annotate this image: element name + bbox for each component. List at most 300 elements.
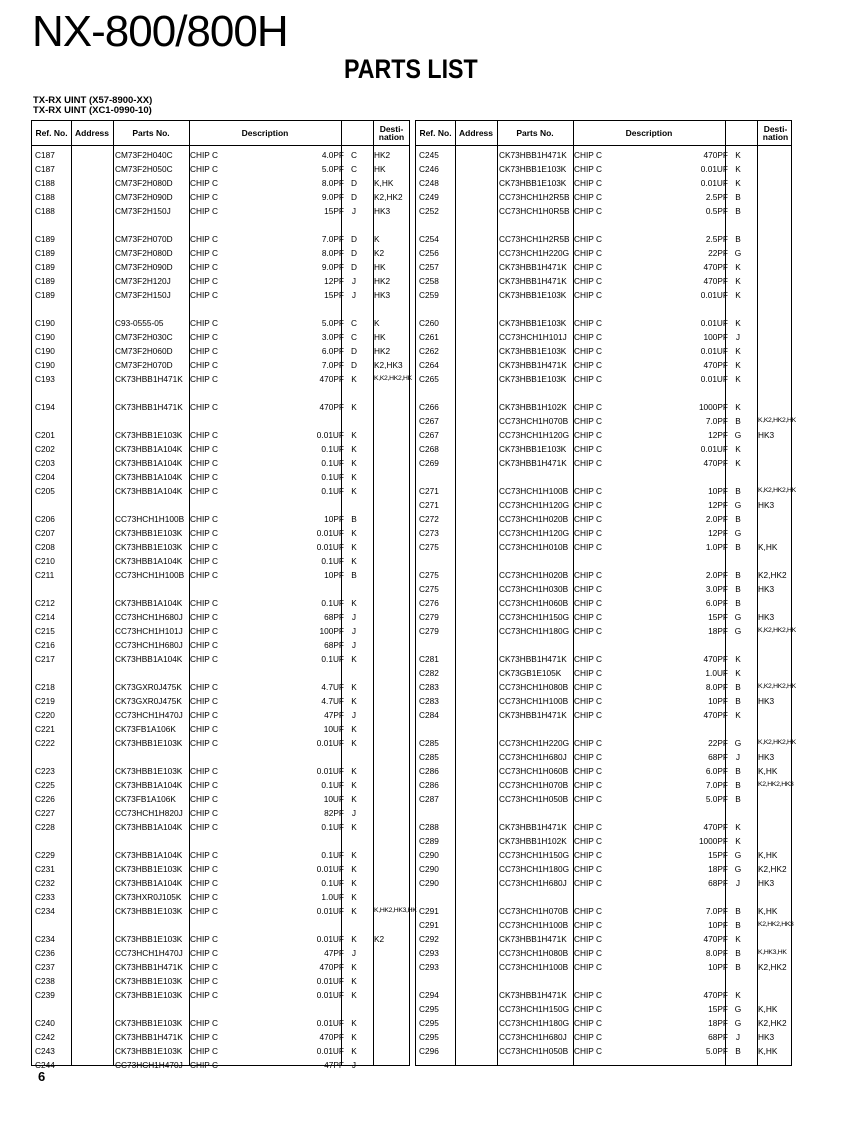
destination-cell: HK [374, 164, 386, 174]
tolerance-cell: K [351, 976, 357, 986]
parts-no-cell: CK73HBB1E103K [499, 178, 567, 188]
tolerance-cell: J [351, 626, 357, 636]
ref-no-cell: C282 [419, 668, 439, 678]
parts-no-cell: CK73HBB1H471K [499, 654, 567, 664]
parts-no-cell: CM73F2H090D [115, 192, 173, 202]
tolerance-cell: B [735, 486, 741, 496]
description-cell: CHIP C [190, 794, 218, 804]
description-cell: CHIP C [190, 654, 218, 664]
description-cell: CHIP C [574, 710, 602, 720]
description-cell: CHIP C [574, 906, 602, 916]
description-cell: CHIP C [190, 444, 218, 454]
destination-cell: HK [374, 262, 386, 272]
tolerance-cell: K [351, 906, 357, 916]
tolerance-cell: K [351, 528, 357, 538]
table-row [32, 778, 409, 792]
description-cell: CHIP C [190, 458, 218, 468]
parts-no-cell: CC73HCH1H2R5B [499, 192, 570, 202]
tolerance-cell: K [351, 990, 357, 1000]
parts-no-cell: CM73F2H040C [115, 150, 173, 160]
parts-no-cell: CM73F2H120J [115, 276, 171, 286]
description-cell: CHIP C [574, 752, 602, 762]
destination-cell: HK3 [758, 878, 775, 888]
table-row [416, 456, 791, 470]
destination-cell: K,HK [758, 906, 778, 916]
ref-no-cell: C295 [419, 1004, 439, 1014]
tolerance-cell: C [351, 164, 357, 174]
table-row [416, 512, 791, 526]
table-row [32, 610, 409, 624]
tolerance-cell: G [734, 864, 742, 874]
table-row [416, 904, 791, 918]
value-cell: 22PF [708, 248, 728, 258]
description-cell: CHIP C [574, 668, 602, 678]
tolerance-cell: G [734, 612, 742, 622]
table-row [416, 232, 791, 246]
parts-no-cell: CC73HCH1H680J [499, 1032, 567, 1042]
tolerance-cell: G [734, 1018, 742, 1028]
value-cell: 10UF [323, 794, 344, 804]
destination-cell: K2,HK2,HK3 [758, 781, 794, 788]
model-title: NX-800/800H [32, 7, 288, 56]
value-cell: 47PF [324, 1060, 344, 1070]
table-row [416, 246, 791, 260]
value-cell: 9.0PF [321, 192, 344, 202]
table-row [32, 1016, 409, 1030]
ref-no-cell: C258 [419, 276, 439, 286]
tolerance-cell: J [735, 1032, 741, 1042]
table-row [416, 680, 796, 694]
ref-no-cell: C275 [419, 584, 439, 594]
tolerance-cell: D [351, 346, 357, 356]
description-cell: CHIP C [190, 696, 218, 706]
value-cell: 0.1UF [321, 598, 344, 608]
tolerance-cell: B [735, 920, 741, 930]
description-cell: CHIP C [574, 584, 602, 594]
parts-no-cell: CC73HCH1H070B [499, 416, 569, 426]
parts-no-cell: CK73HBB1H471K [499, 360, 567, 370]
value-cell: 5.0PF [321, 164, 344, 174]
right-header-address: Address [458, 128, 493, 138]
tolerance-cell: K [735, 318, 741, 328]
ref-no-cell: C294 [419, 990, 439, 1000]
value-cell: 8.0PF [321, 178, 344, 188]
table-row [416, 162, 791, 176]
value-cell: 47PF [324, 948, 344, 958]
tolerance-cell: K [351, 654, 357, 664]
parts-no-cell: CK73GXR0J475K [115, 696, 182, 706]
description-cell: CHIP C [190, 514, 218, 524]
parts-no-cell: CC73HCH1H050B [499, 1046, 569, 1056]
ref-no-cell: C208 [35, 542, 55, 552]
destination-cell: HK2 [374, 276, 391, 286]
description-cell: CHIP C [574, 1032, 602, 1042]
table-row [32, 470, 409, 484]
table-row [32, 624, 409, 638]
left-header-destination: Desti- nation [378, 124, 405, 142]
description-cell: CHIP C [190, 318, 218, 328]
destination-cell: HK3 [758, 1032, 775, 1042]
description-cell: CHIP C [574, 864, 602, 874]
description-cell: CHIP C [574, 682, 602, 692]
left-header-ref-no: Ref. No. [35, 128, 68, 138]
value-cell: 82PF [324, 808, 344, 818]
tolerance-cell: K [735, 374, 741, 384]
ref-no-cell: C234 [35, 934, 55, 944]
ref-no-cell: C220 [35, 710, 55, 720]
table-row [32, 596, 409, 610]
table-row [32, 652, 409, 666]
description-cell: CHIP C [574, 262, 602, 272]
parts-no-cell: CK73HBB1H102K [499, 402, 567, 412]
table-row [416, 260, 791, 274]
tolerance-cell: J [351, 276, 357, 286]
value-cell: 0.1UF [321, 822, 344, 832]
ref-no-cell: C215 [35, 626, 55, 636]
destination-cell: K2,HK3 [374, 360, 403, 370]
description-cell: CHIP C [574, 178, 602, 188]
destination-cell: K [374, 234, 380, 244]
description-cell: CHIP C [574, 416, 602, 426]
parts-no-cell: CK73HBB1A104K [115, 878, 183, 888]
ref-no-cell: C222 [35, 738, 55, 748]
value-cell: 0.1UF [321, 850, 344, 860]
description-cell: CHIP C [574, 962, 602, 972]
parts-no-cell: CC73HCH1H0R5B [499, 206, 570, 216]
description-cell: CHIP C [574, 878, 602, 888]
ref-no-cell: C268 [419, 444, 439, 454]
ref-no-cell: C291 [419, 920, 439, 930]
description-cell: CHIP C [190, 164, 218, 174]
parts-no-cell: CK73FB1A106K [115, 724, 176, 734]
ref-no-cell: C207 [35, 528, 55, 538]
description-cell: CHIP C [190, 1018, 218, 1028]
value-cell: 15PF [324, 206, 344, 216]
value-cell: 8.0PF [321, 248, 344, 258]
table-row [32, 176, 409, 190]
description-cell: CHIP C [190, 864, 218, 874]
description-cell: CHIP C [190, 332, 218, 342]
value-cell: 7.0PF [705, 780, 728, 790]
description-cell: CHIP C [190, 976, 218, 986]
tolerance-cell: K [351, 430, 357, 440]
ref-no-cell: C242 [35, 1032, 55, 1042]
tolerance-cell: K [351, 738, 357, 748]
ref-no-cell: C205 [35, 486, 55, 496]
ref-no-cell: C292 [419, 934, 439, 944]
parts-no-cell: CK73HBB1H471K [499, 458, 567, 468]
value-cell: 3.0PF [705, 584, 728, 594]
value-cell: 470PF [319, 962, 344, 972]
destination-cell: HK3 [374, 290, 391, 300]
destination-cell: K,K2,HK2,HK [758, 627, 796, 634]
table-row [32, 764, 409, 778]
destination-cell: K,K2,HK2,HK [374, 375, 412, 382]
tolerance-cell: K [351, 402, 357, 412]
unit-line-2: TX-RX UINT (XC1-0990-10) [33, 105, 152, 116]
destination-cell: K2,HK2 [758, 570, 787, 580]
description-cell: CHIP C [574, 486, 602, 496]
destination-cell: HK3 [758, 612, 775, 622]
ref-no-cell: C237 [35, 962, 55, 972]
ref-no-cell: C214 [35, 612, 55, 622]
ref-no-cell: C296 [419, 1046, 439, 1056]
tolerance-cell: K [351, 892, 357, 902]
tolerance-cell: J [351, 808, 357, 818]
parts-no-cell: CC73HCH1H120G [499, 528, 570, 538]
tolerance-cell: K [351, 542, 357, 552]
tolerance-cell: K [735, 458, 741, 468]
table-row [416, 932, 791, 946]
tolerance-cell: B [735, 962, 741, 972]
parts-no-cell: CK73HBB1E103K [115, 990, 183, 1000]
parts-no-cell: CC73HCH1H680J [115, 612, 183, 622]
parts-no-cell: CM73F2H050C [115, 164, 173, 174]
ref-no-cell: C291 [419, 906, 439, 916]
description-cell: CHIP C [574, 696, 602, 706]
value-cell: 0.01UF [316, 528, 344, 538]
ref-no-cell: C252 [419, 206, 439, 216]
ref-no-cell: C225 [35, 780, 55, 790]
parts-no-cell: CC73HCH1H100B [115, 570, 185, 580]
ref-no-cell: C290 [419, 864, 439, 874]
table-row [32, 708, 409, 722]
description-cell: CHIP C [574, 150, 602, 160]
description-cell: CHIP C [574, 780, 602, 790]
destination-cell: K,K2,HK2,HK [758, 417, 796, 424]
table-row [416, 176, 791, 190]
table-row [416, 204, 791, 218]
ref-no-cell: C201 [35, 430, 55, 440]
parts-no-cell: CK73HBB1H471K [499, 710, 567, 720]
parts-no-cell: CK73HBB1A104K [115, 472, 183, 482]
tolerance-cell: J [735, 878, 741, 888]
ref-no-cell: C271 [419, 486, 439, 496]
value-cell: 470PF [703, 262, 728, 272]
ref-no-cell: C260 [419, 318, 439, 328]
parts-no-cell: CK73HBB1A104K [115, 780, 183, 790]
tolerance-cell: K [735, 822, 741, 832]
parts-no-cell: CC73HCH1H2R5B [499, 234, 570, 244]
description-cell: CHIP C [190, 486, 218, 496]
parts-no-cell: CK73GXR0J475K [115, 682, 182, 692]
destination-cell: K2,HK2 [758, 1018, 787, 1028]
tolerance-cell: K [351, 696, 357, 706]
table-row [32, 876, 409, 890]
destination-cell: K,HK [758, 850, 778, 860]
value-cell: 0.01UF [316, 430, 344, 440]
table-row [32, 372, 412, 386]
parts-no-cell: CC73HCH1H010B [499, 542, 569, 552]
tolerance-cell: G [734, 528, 742, 538]
parts-no-cell: CK73HBB1A104K [115, 556, 183, 566]
ref-no-cell: C285 [419, 752, 439, 762]
table-row [32, 540, 409, 554]
value-cell: 6.0PF [705, 766, 728, 776]
ref-no-cell: C238 [35, 976, 55, 986]
description-cell: CHIP C [574, 990, 602, 1000]
ref-no-cell: C261 [419, 332, 439, 342]
destination-cell: HK [374, 332, 386, 342]
description-cell: CHIP C [574, 402, 602, 412]
parts-no-cell: CK73HBB1A104K [115, 822, 183, 832]
description-cell: CHIP C [190, 682, 218, 692]
parts-table-left [31, 120, 417, 1070]
tolerance-cell: D [351, 248, 357, 258]
value-cell: 10PF [708, 920, 728, 930]
value-cell: 1000PF [698, 402, 728, 412]
parts-no-cell: CM73F2H030C [115, 332, 173, 342]
parts-no-cell: CC73HCH1H060B [499, 598, 569, 608]
description-cell: CHIP C [574, 430, 602, 440]
parts-no-cell: CC73HCH1H060B [499, 766, 569, 776]
tolerance-cell: K [351, 780, 357, 790]
destination-cell: HK2 [374, 346, 391, 356]
table-row [32, 442, 409, 456]
ref-no-cell: C254 [419, 234, 439, 244]
value-cell: 470PF [703, 822, 728, 832]
value-cell: 68PF [708, 1032, 728, 1042]
parts-no-cell: CC73HCH1H100B [115, 514, 185, 524]
tolerance-cell: K [351, 822, 357, 832]
ref-no-cell: C194 [35, 402, 55, 412]
destination-cell: K,K2,HK2,HK [758, 683, 796, 690]
tolerance-cell: G [734, 850, 742, 860]
value-cell: 470PF [703, 710, 728, 720]
value-cell: 1.0PF [705, 542, 728, 552]
description-cell: CHIP C [574, 794, 602, 804]
destination-cell: K2,HK2 [758, 864, 787, 874]
description-cell: CHIP C [574, 346, 602, 356]
tolerance-cell: B [735, 598, 741, 608]
parts-no-cell: CK73HBB1E103K [499, 444, 567, 454]
value-cell: 470PF [703, 458, 728, 468]
parts-no-cell: CM73F2H080D [115, 178, 173, 188]
ref-no-cell: C206 [35, 514, 55, 524]
tolerance-cell: K [735, 360, 741, 370]
ref-no-cell: C189 [35, 262, 55, 272]
parts-no-cell: CC73HCH1H020B [499, 514, 569, 524]
table-row [32, 904, 417, 918]
table-row [416, 428, 791, 442]
tolerance-cell: B [735, 192, 741, 202]
description-cell: CHIP C [574, 164, 602, 174]
ref-no-cell: C293 [419, 948, 439, 958]
tolerance-cell: B [735, 416, 741, 426]
value-cell: 12PF [708, 528, 728, 538]
ref-no-cell: C267 [419, 416, 439, 426]
parts-no-cell: CM73F2H150J [115, 290, 171, 300]
table-row [32, 1044, 409, 1058]
value-cell: 12PF [324, 276, 344, 286]
tolerance-cell: K [735, 262, 741, 272]
table-row [416, 960, 791, 974]
table-row [416, 834, 791, 848]
description-cell: CHIP C [190, 906, 218, 916]
parts-no-cell: CC73HCH1H050B [499, 794, 569, 804]
table-row [416, 596, 791, 610]
tolerance-cell: B [735, 948, 741, 958]
destination-cell: K2,HK2,HK3 [758, 921, 794, 928]
table-row [32, 344, 409, 358]
ref-no-cell: C227 [35, 808, 55, 818]
table-row [416, 288, 791, 302]
destination-cell: K,K2,HK2,HK [758, 739, 796, 746]
value-cell: 6.0PF [321, 346, 344, 356]
destination-cell: HK3 [374, 206, 391, 216]
right-header-description: Description [625, 128, 673, 138]
value-cell: 7.0PF [321, 234, 344, 244]
value-cell: 0.01UF [700, 374, 728, 384]
value-cell: 18PF [708, 626, 728, 636]
description-cell: CHIP C [190, 1032, 218, 1042]
value-cell: 0.01UF [316, 864, 344, 874]
parts-no-cell: CC73HCH1H070B [499, 780, 569, 790]
parts-no-cell: CK73HBB1H471K [115, 1032, 183, 1042]
description-cell: CHIP C [190, 346, 218, 356]
ref-no-cell: C287 [419, 794, 439, 804]
description-cell: CHIP C [190, 934, 218, 944]
parts-no-cell: CK73HBB1E103K [115, 766, 183, 776]
table-row [416, 1044, 791, 1058]
value-cell: 7.0PF [705, 906, 728, 916]
ref-no-cell: C248 [419, 178, 439, 188]
ref-no-cell: C244 [35, 1060, 55, 1070]
parts-no-cell: CK73HBB1A104K [115, 444, 183, 454]
ref-no-cell: C279 [419, 612, 439, 622]
parts-no-cell: CK73HBB1H471K [115, 962, 183, 972]
description-cell: CHIP C [190, 990, 218, 1000]
value-cell: 10PF [324, 514, 344, 524]
left-header-description: Description [241, 128, 289, 138]
table-row [32, 358, 409, 372]
description-cell: CHIP C [574, 1046, 602, 1056]
ref-no-cell: C218 [35, 682, 55, 692]
parts-no-cell: CC73HCH1H180G [499, 626, 570, 636]
ref-no-cell: C249 [419, 192, 439, 202]
table-row [32, 736, 409, 750]
ref-no-cell: C290 [419, 878, 439, 888]
parts-no-cell: CK73HBB1H471K [499, 934, 567, 944]
ref-no-cell: C283 [419, 682, 439, 692]
value-cell: 8.0PF [705, 948, 728, 958]
ref-no-cell: C210 [35, 556, 55, 566]
parts-no-cell: CC73HCH1H030B [499, 584, 569, 594]
tolerance-cell: K [735, 654, 741, 664]
parts-no-cell: CC73HCH1H100B [499, 920, 569, 930]
description-cell: CHIP C [190, 710, 218, 720]
ref-no-cell: C211 [35, 570, 55, 580]
parts-no-cell: CC73HCH1H180G [499, 1018, 570, 1028]
table-row [32, 974, 409, 988]
table-row [32, 260, 409, 274]
parts-no-cell: CC73HCH1H100B [499, 486, 569, 496]
table-row [32, 638, 409, 652]
destination-cell: K,HK [374, 178, 394, 188]
description-cell: CHIP C [190, 178, 218, 188]
parts-no-cell: CK73HBB1H102K [499, 836, 567, 846]
left-header-address: Address [74, 128, 109, 138]
value-cell: 7.0PF [705, 416, 728, 426]
value-cell: 470PF [703, 934, 728, 944]
description-cell: CHIP C [574, 570, 602, 580]
value-cell: 0.01UF [316, 906, 344, 916]
ref-no-cell: C223 [35, 766, 55, 776]
ref-no-cell: C279 [419, 626, 439, 636]
destination-cell: HK3 [758, 500, 775, 510]
description-cell: CHIP C [574, 332, 602, 342]
parts-no-cell: CK73HBB1E103K [115, 430, 183, 440]
